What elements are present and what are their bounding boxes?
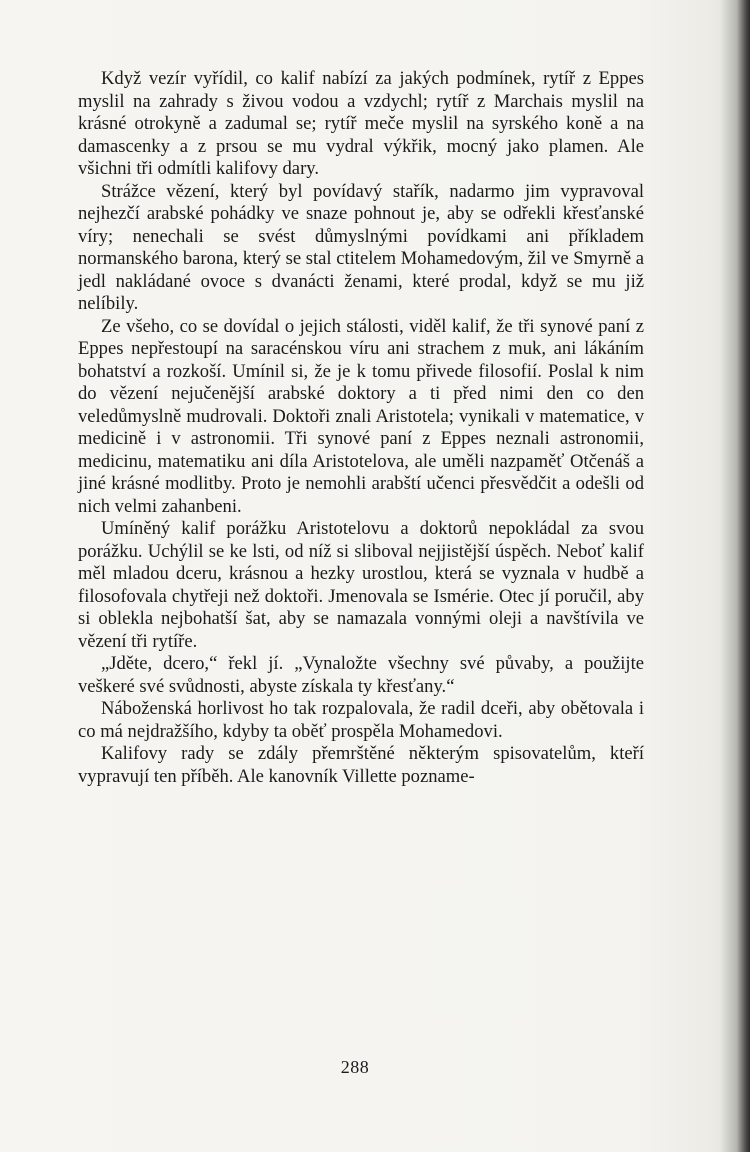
paragraph-1: Když vezír vyřídil, co kalif nabízí za jakých podmínek, rytíř z Eppes myslil na zahrady s živou vodou a vzdychl; rytíř z Marchais myslil na krásné otrokyně a zadumal se; rytíř meče myslil na syrského koně a na damascenky a z prsou se mu vydral výkřik, mocný jako plamen. Ale všichni tři odmítli kalifovy dary. — [78, 68, 644, 179]
paragraph-7: Kalifovy rady se zdály přemrštěné některým spisovatelům, kteří vypravují ten příběh. Ale kanovník Villette pozname- — [78, 743, 644, 787]
paragraph-3: Ze všeho, co se dovídal o jejich stálosti, viděl kalif, že tři synové paní z Eppes nepřestoupí na saracénskou víru ani strachem z muk, ani lákáním bohatství a rozkoší. Umínil si, že je k tomu přivede filosofií. Poslal k nim do vězení nejučenější arabské doktory a ti před nimi den co den veledůmyslně mudrovali. Doktoři znali Aristotela; vynikali v matematice, v medicině i v astronomii. Tři synové paní z Eppes neznali astronomii, medicinu, matematiku ani díla Aristotelova, ale uměli nazpaměť Otčenáš a jiné krásné modlitby. Proto je nemohli arabští učenci přesvědčit a odešli od nich velmi zahanbeni. — [78, 315, 644, 517]
binding-shadow — [720, 0, 750, 1152]
paragraph-4: Umíněný kalif porážku Aristotelovu a doktorů nepokládal za svou porážku. Uchýlil se ke lsti, od níž si sliboval nejjistější úspěch. Neboť kalif měl mladou dceru, krásnou a hezky urostlou, která se vyznala v hudbě a filosofovala chytřeji než doktoři. Jmenovala se Ismérie. Otec jí poručil, aby si oblekla nejbohatší šat, aby se namazala vonnými oleji a navštívila ve vězení tři rytíře. — [78, 518, 644, 652]
paragraph-6: Náboženská horlivost ho tak rozpalovala, že radil dceři, aby obětovala i co má nejdražšího, kdyby ta oběť prospěla Mohamedovi. — [78, 698, 644, 742]
page-number: 288 — [340, 1057, 370, 1077]
paragraph-5: „Jděte, dcero,“ řekl jí. „Vynaložte všechny své půvaby, a použijte veškeré své svůdnosti, abyste získala ty křesťany.“ — [78, 653, 644, 697]
paragraph-2: Strážce vězení, který byl povídavý stařík, nadarmo jim vypravoval nejhezčí arabské pohádky ve snaze pohnout je, aby se odřekli křesťanské víry; nenechali se svést důmyslnými povídkami ani příkladem normanského barona, který se stal ctitelem Mohamedovým, žil ve Smyrně a jedl nakládané ovoce s dvanácti ženami, které prodal, když se mu již nelíbily. — [78, 180, 644, 314]
body-text — [78, 68, 644, 788]
